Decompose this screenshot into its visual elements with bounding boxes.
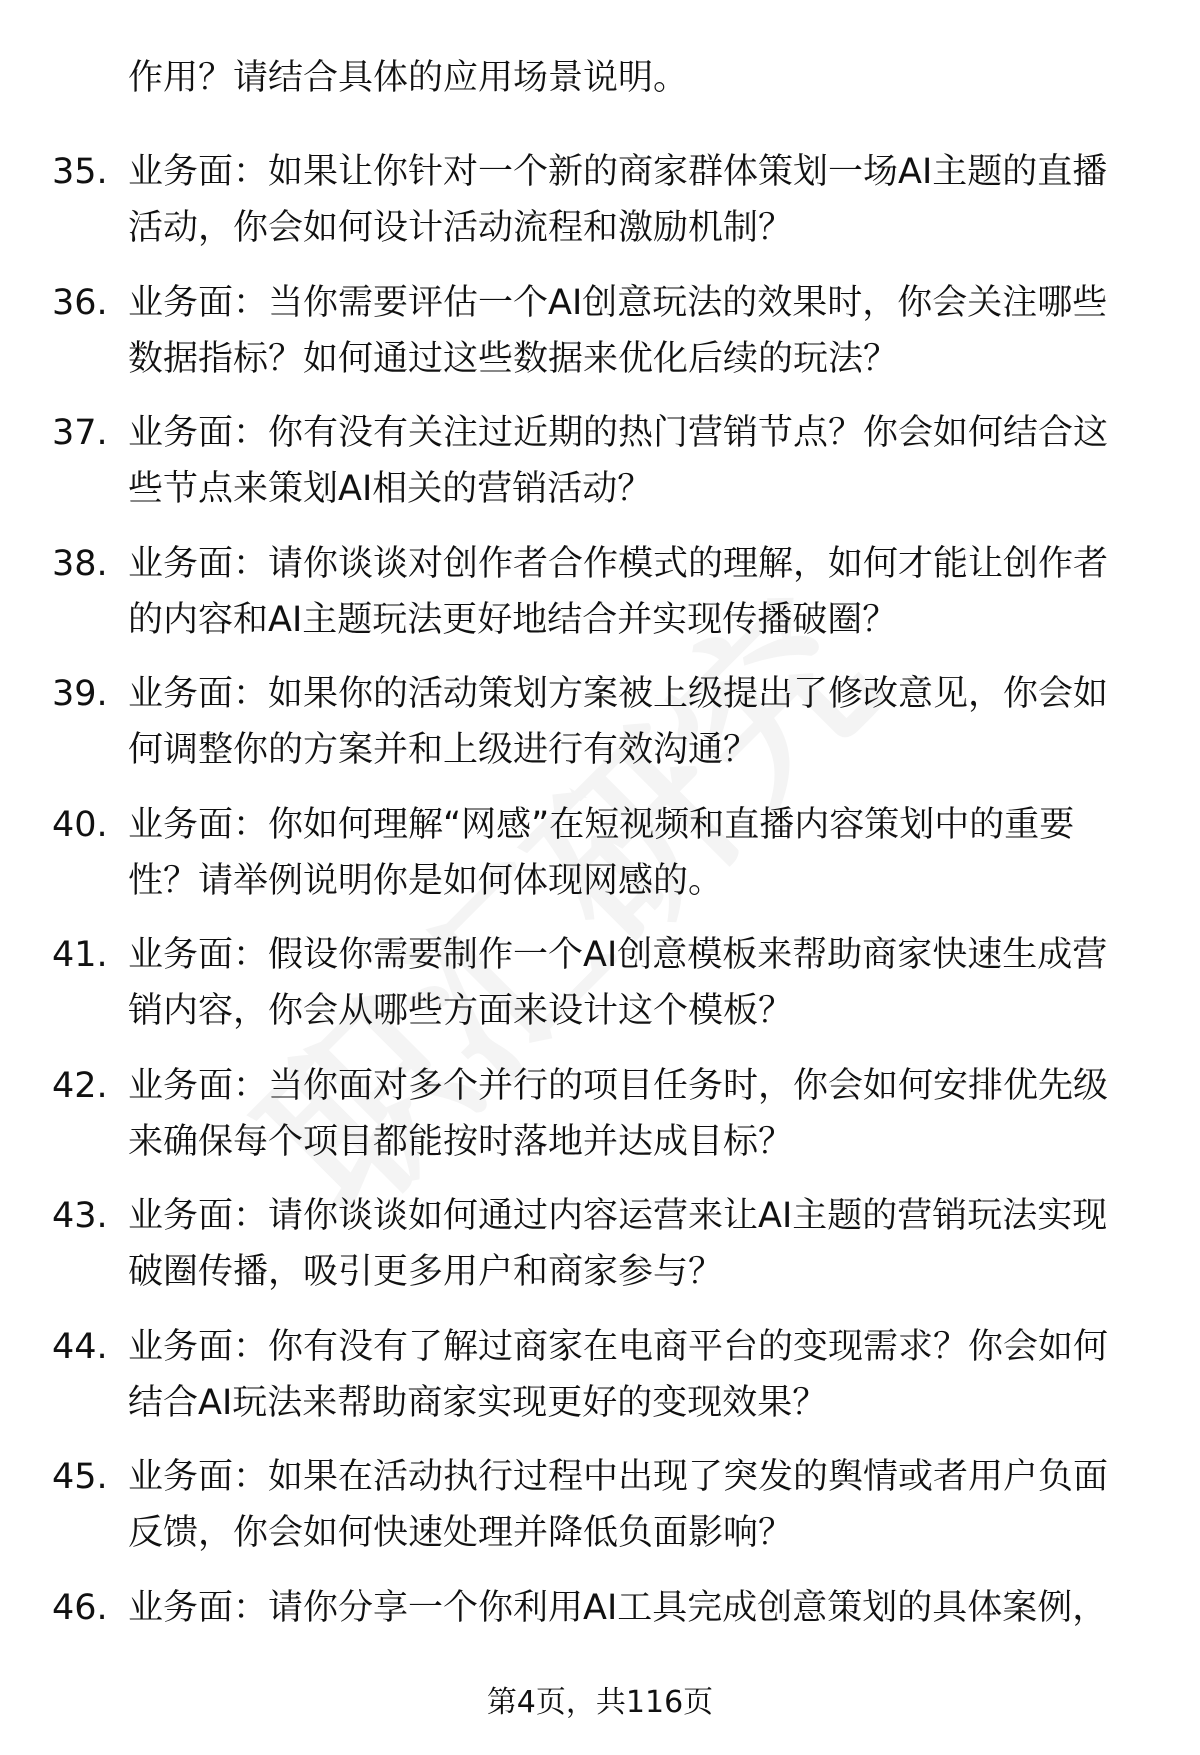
question-line: 些节点来策划AI相关的营销活动？ — [128, 469, 653, 509]
question-text — [128, 1319, 1138, 1431]
question-item — [0, 536, 1200, 667]
question-item — [0, 405, 1200, 536]
question-number: 45. — [52, 1457, 108, 1497]
question-text — [128, 275, 1138, 387]
continued-question-text: 作用？请结合具体的应用场景说明。 — [128, 58, 689, 98]
question-number: 46. — [52, 1587, 108, 1628]
question-line: 业务面：假设你需要制作一个AI创意模板来帮助商家快速生成营 — [128, 935, 1108, 975]
question-text — [128, 405, 1138, 517]
question-number: 38. — [52, 543, 108, 584]
question-line: 业务面：请你谈谈对创作者合作模式的理解，如何才能让创作者 — [128, 543, 1109, 584]
question-number: 44. — [52, 1326, 108, 1367]
question-number: 42. — [52, 1065, 108, 1106]
question-line: 性？请举例说明你是如何体现网感的。 — [128, 860, 724, 901]
question-text — [128, 144, 1138, 256]
question-text — [128, 1580, 1138, 1636]
question-item — [0, 927, 1200, 1058]
question-line: 业务面：如果在活动执行过程中出现了突发的舆情或者用户负面 — [128, 1457, 1109, 1497]
question-item — [0, 144, 1200, 275]
question-item — [0, 275, 1200, 406]
question-line: 反馈，你会如何快速处理并降低负面影响？ — [128, 1513, 794, 1553]
question-line: 业务面：请你分享一个你利用AI工具完成创意策划的具体案例， — [128, 1587, 1108, 1628]
question-text — [128, 1058, 1138, 1170]
question-line: 业务面：你如何理解“网感”在短视频和直播内容策划中的重要 — [128, 804, 1075, 845]
question-number: 35. — [52, 152, 108, 192]
question-line: 活动，你会如何设计活动流程和激励机制？ — [128, 208, 794, 248]
question-line: 数据指标？如何通过这些数据来优化后续的玩法？ — [128, 338, 899, 379]
question-item — [0, 797, 1200, 928]
question-line: 业务面：如果你的活动策划方案被上级提出了修改意见，你会如 — [128, 674, 1109, 714]
question-text — [128, 1188, 1138, 1300]
question-line: 结合AI玩法来帮助商家实现更好的变现效果？ — [128, 1382, 828, 1423]
question-line: 破圈传播，吸引更多用户和商家参与？ — [128, 1252, 724, 1292]
question-line: 业务面：请你谈谈如何通过内容运营来让AI主题的营销玩法实现 — [128, 1196, 1108, 1236]
question-number: 40. — [52, 804, 108, 845]
question-line: 业务面：当你面对多个并行的项目任务时，你会如何安排优先级 — [128, 1065, 1109, 1106]
question-item — [0, 1449, 1200, 1580]
question-text — [128, 797, 1138, 909]
question-item — [0, 666, 1200, 797]
question-line: 销内容，你会从哪些方面来设计这个模板？ — [128, 991, 794, 1031]
question-line: 的内容和AI主题玩法更好地结合并实现传播破圈？ — [128, 599, 898, 640]
question-line: 业务面：如果让你针对一个新的商家群体策划一场AI主题的直播 — [128, 152, 1108, 192]
question-line: 何调整你的方案并和上级进行有效沟通？ — [128, 730, 759, 770]
question-text — [128, 1449, 1138, 1561]
question-line: 业务面：当你需要评估一个AI创意玩法的效果时，你会关注哪些 — [128, 282, 1108, 323]
page-footer: 第4页，共116页 — [486, 1685, 714, 1720]
question-item — [0, 1188, 1200, 1319]
question-line: 来确保每个项目都能按时落地并达成目标？ — [128, 1121, 794, 1162]
question-number: 43. — [52, 1196, 108, 1236]
question-text — [128, 536, 1138, 648]
question-line: 业务面：你有没有关注过近期的热门营销节点？你会如何结合这 — [128, 413, 1109, 453]
question-number: 39. — [52, 674, 108, 714]
question-number: 36. — [52, 282, 108, 323]
question-number: 41. — [52, 935, 108, 975]
question-list — [0, 144, 1200, 1710]
question-line: 业务面：你有没有了解过商家在电商平台的变现需求？你会如何 — [128, 1326, 1109, 1367]
question-item — [0, 1319, 1200, 1450]
question-text — [128, 927, 1138, 1039]
question-number: 37. — [52, 413, 108, 453]
question-item — [0, 1058, 1200, 1189]
question-text — [128, 666, 1138, 778]
